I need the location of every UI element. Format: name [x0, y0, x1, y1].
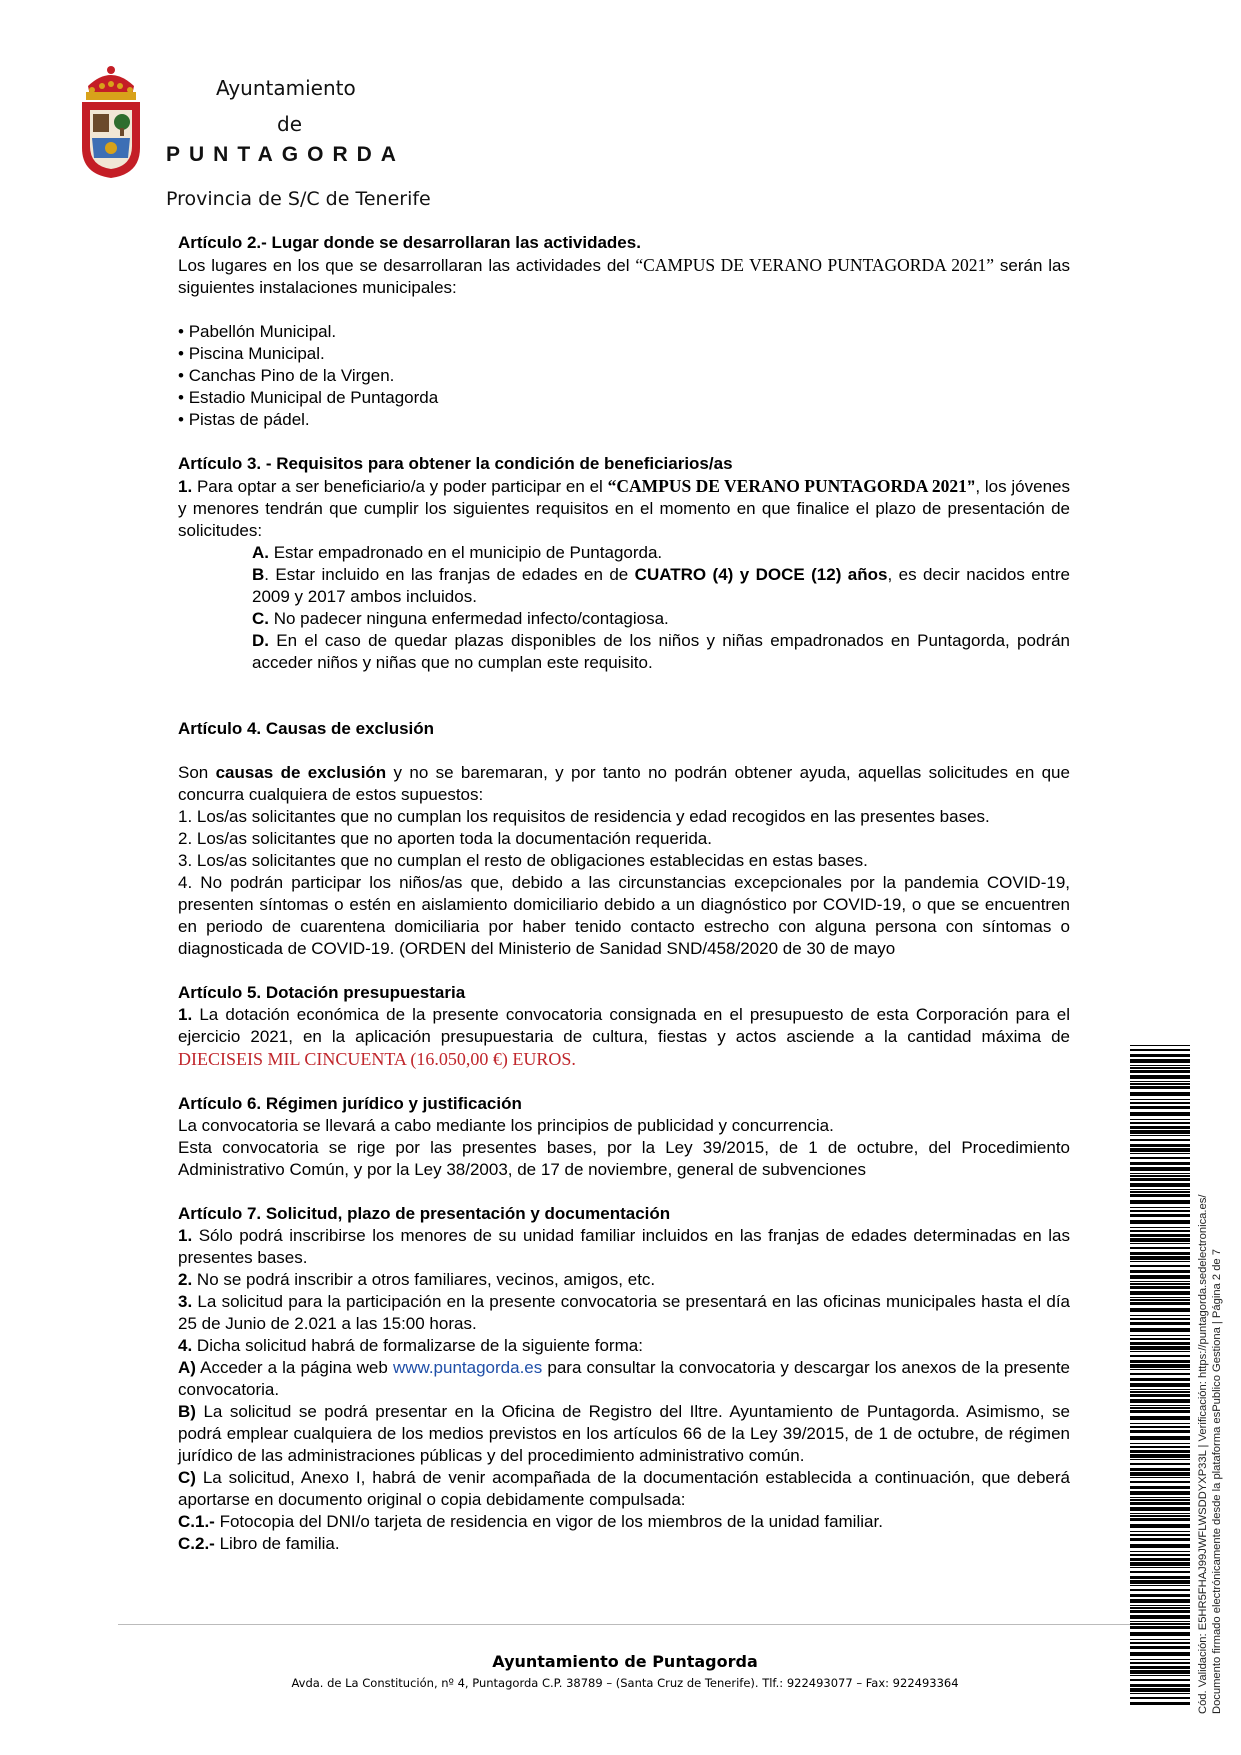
article-7-title: Artículo 7. Solicitud, plazo de presentación y documentación: [178, 1204, 671, 1223]
item-label: A): [178, 1358, 196, 1377]
article-7-item-c2: [178, 1533, 1070, 1555]
para-text: No se podrá inscribir a otros familiares, vecinos, amigos, etc.: [192, 1270, 656, 1289]
item-label: B: [252, 565, 265, 584]
para-number: 2.: [178, 1270, 193, 1289]
item-text: En el caso de quedar plazas disponibles de los niños y niñas empadronados en Puntagorda, podrán acceder niños y niñas que no cumplan este requisito.: [252, 631, 1070, 672]
item-label: C.1.-: [178, 1512, 215, 1531]
exclusion-item: 4. No podrán participar los niños/as que, debido a las circunstancias excepcionales por la pandemia COVID-19, presenten síntomas o estén en aislamiento domiciliario debido a un diagnóstico por COVID-19, o que se encuentren en periodo de cuarentena domiciliaria por haber tenido contacto estrecho con alguna persona con síntomas o diagnosticada de COVID-19. (ORDEN del Ministerio de Sanidad SND/458/2020 de 30 de mayo: [178, 873, 1070, 958]
validation-code-line: Cód. Validación: E5HR5FHAJ99JWFLWSDDYXP33L | Verificación: https://puntagorda.sedelectronica.es/: [1197, 1194, 1209, 1714]
article-5-title: Artículo 5. Dotación presupuestaria: [178, 983, 466, 1002]
footer-name: Ayuntamiento de Puntagorda: [492, 1652, 758, 1671]
article-7-item-c1: [178, 1511, 1070, 1533]
article-7-para-4: [178, 1335, 1070, 1357]
article-7-item-a: [178, 1357, 1070, 1401]
header-ayuntamiento: Ayuntamiento: [216, 76, 356, 100]
article-5-para: [178, 1004, 1070, 1071]
facilities-list: [178, 321, 1070, 431]
exclusion-item: 3. Los/as solicitantes que no cumplan el resto de obligaciones establecidas en estas bases.: [178, 851, 868, 870]
requirement-d: [178, 630, 1070, 674]
list-item: • Pabellón Municipal.: [178, 321, 1070, 343]
campus-name: “CAMPUS DE VERANO PUNTAGORDA 2021”: [635, 255, 995, 275]
para-text: , los jóvenes y menores tendrán que cumplir los siguientes requisitos en el momento en que finalice el plazo de presentación de solicitudes:: [178, 477, 1070, 540]
article-6-para-2: Esta convocatoria se rige por las presentes bases, por la Ley 39/2015, de 1 de octubre, del Procedimiento Administrativo Común, y por la Ley 38/2003, de 17 de noviembre, general de subvenciones: [178, 1138, 1070, 1179]
para-text: Son: [178, 763, 216, 782]
header-province: Provincia de S/C de Tenerife: [166, 188, 431, 210]
item-text: Estar empadronado en el municipio de Puntagorda.: [269, 543, 663, 562]
item-text: La solicitud, Anexo I, habrá de venir acompañada de la documentación establecida a continuación, que deberá aportarse en documento original o copia debidamente compulsada:: [178, 1468, 1070, 1509]
closing-quote: ”: [966, 477, 976, 496]
article-2-title: Artículo 2.- Lugar donde se desarrollaran las actividades.: [178, 233, 641, 252]
list-item: • Piscina Municipal.: [178, 343, 1070, 365]
para-number: 4.: [178, 1336, 193, 1355]
article-4-intro: [178, 762, 1070, 806]
article-7-item-b: [178, 1401, 1070, 1467]
validation-stamp: [1196, 1195, 1224, 1714]
coat-of-arms-logo: [78, 62, 144, 180]
requirement-a: [178, 542, 1070, 564]
item-label: C.2.-: [178, 1534, 215, 1553]
footer-address: Avda. de La Constitución, nº 4, Puntagorda C.P. 38789 – (Santa Cruz de Tenerife). Tlf.: 922493077 – Fax: 922493364: [291, 1676, 959, 1690]
article-3-para-1: [178, 475, 1070, 542]
para-number: 1.: [178, 477, 193, 496]
list-item: • Estadio Municipal de Puntagorda: [178, 387, 1070, 409]
item-label: C): [178, 1468, 196, 1487]
website-link[interactable]: www.puntagorda.es: [392, 1358, 543, 1377]
item-text: para consultar la convocatoria y descargar los anexos de la presente convocatoria.: [178, 1358, 1070, 1399]
header-de: de: [277, 112, 302, 136]
article-3-title: Artículo 3. - Requisitos para obtener la condición de beneficiarios/as: [178, 454, 733, 473]
validation-signature-line: Documento firmado electrónicamente desde la plataforma esPublico Gestiona | Página 2 de 7: [1211, 1249, 1223, 1714]
header-municipality: PUNTAGORDA: [166, 143, 405, 166]
item-text: Acceder a la página web: [195, 1358, 393, 1377]
article-7-para-3: [178, 1291, 1070, 1335]
article-6-title: Artículo 6. Régimen jurídico y justificación: [178, 1094, 522, 1113]
para-text: La dotación económica de la presente convocatoria consignada en el presupuesto de esta Corporación para el ejercicio 2021, en la aplicación presupuestaria de cultura, fiestas y actos asciende a la cantidad máxima de: [178, 1005, 1070, 1046]
barcode-icon: [1130, 1045, 1190, 1707]
item-text: No padecer ninguna enfermedad infecto/contagiosa.: [269, 609, 669, 628]
item-label: C.: [252, 609, 269, 628]
list-item: • Canchas Pino de la Virgen.: [178, 365, 1070, 387]
para-text: Para optar a ser beneficiario/a y poder participar en el: [192, 477, 608, 496]
item-label: A.: [252, 543, 269, 562]
article-2-intro-text-end: serán las siguientes instalaciones municipales:: [178, 256, 1070, 297]
exclusion-item: 2. Los/as solicitantes que no aporten toda la documentación requerida.: [178, 829, 712, 848]
article-6-para-1: La convocatoria se llevará a cabo mediante los principios de publicidad y concurrencia.: [178, 1116, 834, 1135]
item-text: , es decir nacidos entre 2009 y 2017 ambos incluidos.: [252, 565, 1071, 606]
item-text: Libro de familia.: [214, 1534, 340, 1553]
bold-term: causas de exclusión: [215, 763, 387, 782]
para-number: 1.: [178, 1226, 193, 1245]
para-text: y no se baremaran, y por tanto no podrán obtener ayuda, aquellas solicitudes en que concurra cualquiera de estos supuestos:: [178, 763, 1070, 804]
para-text: La solicitud para la participación en la presente convocatoria se presentará en las oficinas municipales hasta el día 25 de Junio de 2.021 a las 15:00 horas.: [178, 1292, 1070, 1333]
campus-name: “CAMPUS DE VERANO PUNTAGORDA 2021: [607, 476, 967, 496]
item-label: D.: [252, 631, 269, 650]
requirement-b: [178, 564, 1070, 608]
article-7-para-2: [178, 1269, 1070, 1291]
item-label: B): [178, 1402, 196, 1421]
article-2-intro: [178, 254, 1070, 299]
budget-amount: DIECISEIS MIL CINCUENTA (16.050,00 €) EUROS.: [178, 1049, 576, 1069]
article-2-intro-text: Los lugares en los que se desarrollaran las actividades del: [178, 256, 636, 275]
article-7-para-1: [178, 1225, 1070, 1269]
document-body: [178, 232, 1070, 1555]
list-item: • Pistas de pádel.: [178, 409, 1070, 431]
para-number: 1.: [178, 1005, 193, 1024]
footer-divider: [118, 1624, 1133, 1625]
para-number: 3.: [178, 1292, 193, 1311]
requirement-c: [178, 608, 1070, 630]
para-text: Sólo podrá inscribirse los menores de su unidad familiar incluidos en las franjas de edades determinadas en las presentes bases.: [178, 1226, 1070, 1267]
item-text: La solicitud se podrá presentar en la Oficina de Registro del Iltre. Ayuntamiento de Puntagorda. Asimismo, se podrá emplear cualquiera de los medios previstos en los artículos 66 de la Ley 39/2015, de 1 de octubre, de régimen jurídico de las administraciones públicas y del procedimiento administrativo común.: [178, 1402, 1070, 1465]
exclusion-item: 1. Los/as solicitantes que no cumplan los requisitos de residencia y edad recogidos en las presentes bases.: [178, 807, 990, 826]
para-text: Dicha solicitud habrá de formalizarse de la siguiente forma:: [192, 1336, 643, 1355]
article-4-title: Artículo 4. Causas de exclusión: [178, 719, 435, 738]
age-range: CUATRO (4) y DOCE (12) años: [634, 565, 888, 584]
item-text: . Estar incluido en las franjas de edades en de: [264, 565, 635, 584]
item-text: Fotocopia del DNI/o tarjeta de residencia en vigor de los miembros de la unidad familiar.: [214, 1512, 883, 1531]
article-7-item-c: [178, 1467, 1070, 1511]
